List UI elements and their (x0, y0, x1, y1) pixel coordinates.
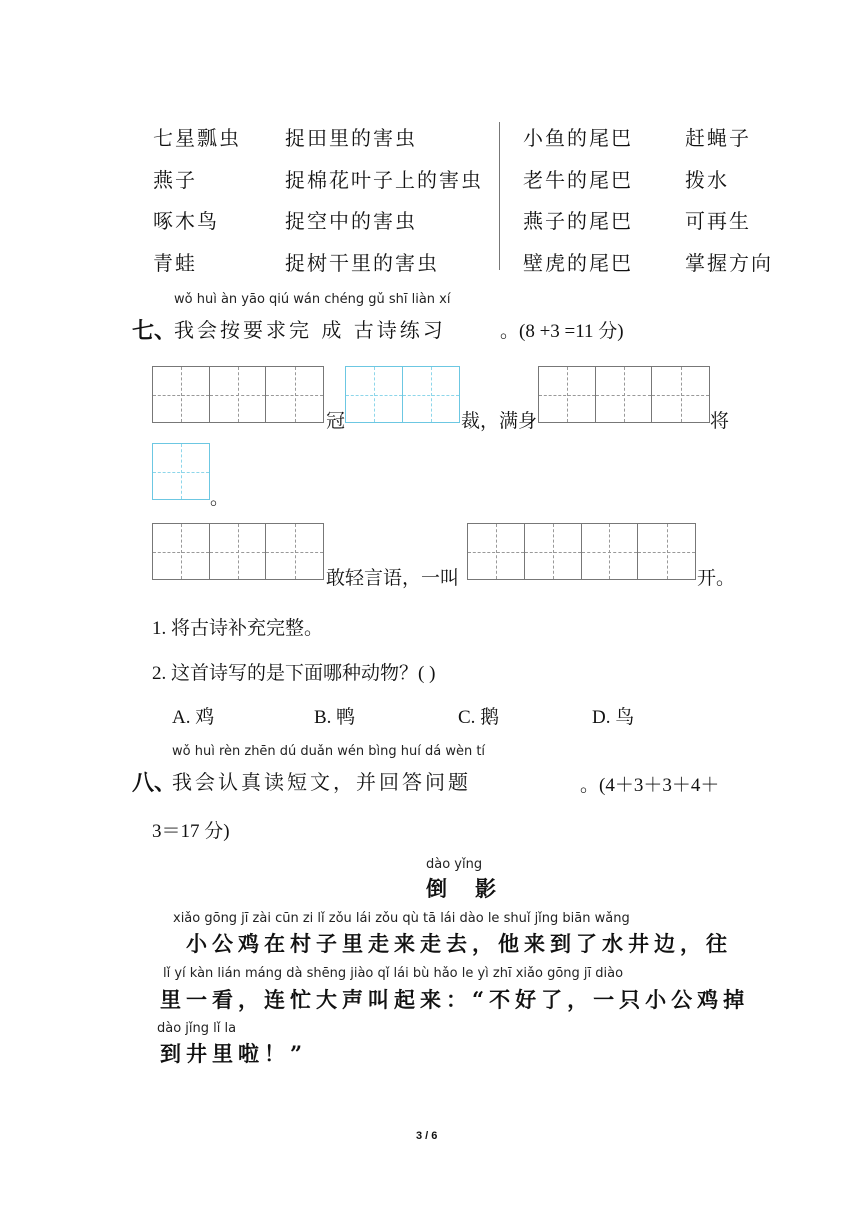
answer-grid-6[interactable] (467, 523, 696, 580)
story-line-2-pinyin: lǐ yí kàn lián máng dà shēng jiào qǐ lái bù hǎo le yì zhī xiǎo gōng jī diào (163, 966, 624, 981)
left-action-3: 捉空中的害虫 (285, 209, 417, 233)
right-use-4: 掌握方向 (685, 251, 773, 275)
section-8-pinyin: wǒ huì rèn zhēn dú duǎn wén bìng huí dá wèn tí (172, 744, 486, 759)
story-line-2: 里一看，连忙大声叫起来：“不好了，一只小公鸡掉 (160, 987, 750, 1012)
page-number: 3 / 6 (416, 1130, 438, 1142)
section-7-number: 七、 (132, 318, 177, 344)
story-line-3: 到井里啦！” (160, 1041, 308, 1066)
section-8-title: 我会认真读短文，并回答问题 (172, 770, 471, 794)
poem-text-cai: 裁，满身 (461, 411, 538, 432)
column-divider (499, 122, 500, 270)
story-line-3-pinyin: dào jǐng lǐ la (157, 1021, 237, 1036)
poem-text-kai: 开。 (697, 568, 736, 589)
story-line-1: 小公鸡在村子里走来走去，他来到了水井边，往 (160, 931, 732, 956)
story-line-1-pinyin: xiǎo gōng jī zài cūn zi lǐ zǒu lái zǒu qù tā lái dào le shuǐ jǐng biān wǎng (173, 911, 630, 926)
answer-grid-3[interactable] (538, 366, 710, 423)
question-2: 2. 这首诗写的是下面哪种动物？( ) (152, 663, 436, 684)
right-tail-4: 壁虎的尾巴 (523, 251, 633, 275)
answer-grid-4[interactable] (152, 443, 210, 500)
section-8-number: 八、 (132, 770, 177, 796)
right-tail-3: 燕子的尾巴 (523, 209, 633, 233)
section-7-pinyin: wǒ huì àn yāo qiú wán chéng gǔ shī liàn xí (174, 292, 451, 307)
section-8-score-2: 3＝17 分) (152, 821, 230, 842)
poem-text-jiang: 将 (710, 411, 730, 432)
poem-text-guan: 冠 (326, 411, 346, 432)
left-action-1: 捉田里的害虫 (285, 126, 417, 150)
left-action-4: 捉树干里的害虫 (285, 251, 439, 275)
left-action-2: 捉棉花叶子上的害虫 (285, 168, 483, 192)
question-1: 1. 将古诗补充完整。 (152, 618, 324, 639)
poem-text-period: 。 (210, 488, 230, 509)
section-7-title: 我会按要求完 成 古诗练习 (174, 318, 446, 342)
answer-grid-2[interactable] (345, 366, 460, 423)
left-animal-1: 七星瓢虫 (153, 126, 241, 150)
left-animal-2: 燕子 (153, 168, 197, 192)
option-d[interactable]: D. 鸟 (592, 707, 635, 728)
right-use-1: 赶蝇子 (685, 126, 751, 150)
option-a[interactable]: A. 鸡 (172, 707, 215, 728)
right-tail-1: 小鱼的尾巴 (523, 126, 633, 150)
right-use-2: 拨水 (685, 168, 729, 192)
right-use-3: 可再生 (685, 209, 751, 233)
story-title-pinyin: dào yǐng (426, 857, 483, 872)
right-tail-2: 老牛的尾巴 (523, 168, 633, 192)
option-b[interactable]: B. 鸭 (314, 707, 356, 728)
answer-grid-1[interactable] (152, 366, 324, 423)
left-animal-4: 青蛙 (153, 251, 197, 275)
answer-grid-5[interactable] (152, 523, 324, 580)
poem-text-gan: 敢轻言语，一叫 (326, 568, 460, 589)
section-8-score-1: 。(4＋3＋3＋4＋ (580, 775, 720, 796)
left-animal-3: 啄木鸟 (153, 209, 219, 233)
story-title: 倒影 (426, 876, 524, 901)
section-7-score: 。(8 +3 =11 分) (500, 321, 624, 342)
option-c[interactable]: C. 鹅 (458, 707, 500, 728)
